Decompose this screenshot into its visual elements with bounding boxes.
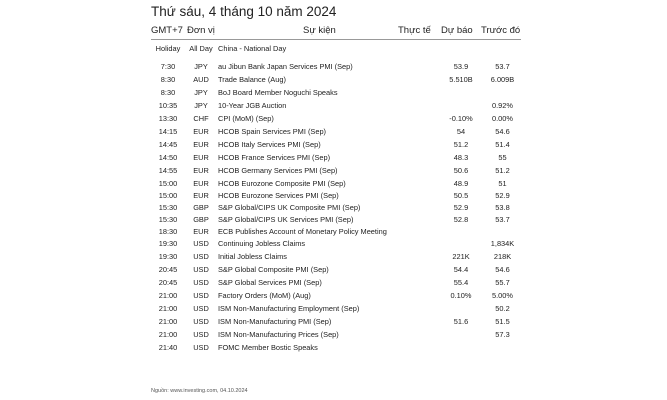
row-event: Factory Orders (MoM) (Aug) <box>218 291 311 300</box>
row-unit: CHF <box>193 114 209 123</box>
row-previous: 51.2 <box>495 166 510 175</box>
row-unit: EUR <box>193 227 209 236</box>
table-row <box>151 263 521 276</box>
row-unit: USD <box>193 239 209 248</box>
row-forecast: 52.8 <box>453 215 469 224</box>
row-unit: USD <box>193 304 209 313</box>
table-row <box>151 289 521 302</box>
table-row <box>151 225 521 237</box>
row-unit: JPY <box>194 88 208 97</box>
row-unit: EUR <box>193 166 209 175</box>
source-note: Nguồn: www.investing.com, 04.10.2024 <box>151 388 248 394</box>
table-row <box>151 164 521 177</box>
row-event: S&P Global/CIPS UK Services PMI (Sep) <box>218 215 354 224</box>
row-previous: 50.2 <box>495 304 510 313</box>
row-forecast: -0.10% <box>449 114 473 123</box>
row-previous: 0.00% <box>492 114 513 123</box>
row-previous: 6.009B <box>490 75 515 84</box>
row-event: China - National Day <box>218 44 287 53</box>
header-event: Sự kiện <box>303 25 336 36</box>
row-time: 10:35 <box>158 101 178 110</box>
page-title: Thứ sáu, 4 tháng 10 năm 2024 <box>151 4 337 19</box>
row-unit: EUR <box>193 153 209 162</box>
row-time: 8:30 <box>160 88 176 97</box>
row-time: Holiday <box>155 44 181 53</box>
row-unit: EUR <box>193 140 209 149</box>
table-row <box>151 112 521 125</box>
row-time: 21:00 <box>158 304 178 313</box>
row-unit: USD <box>193 265 209 274</box>
row-forecast: 55.4 <box>453 278 469 287</box>
table-row <box>151 250 521 263</box>
row-time: 20:45 <box>158 278 178 287</box>
row-previous: 53.7 <box>495 215 510 224</box>
row-previous: 218K <box>493 252 512 261</box>
table-row <box>151 341 521 354</box>
row-previous: 55.7 <box>495 278 510 287</box>
row-unit: USD <box>193 317 209 326</box>
row-unit: EUR <box>193 179 209 188</box>
table-row <box>151 138 521 151</box>
row-previous: 57.3 <box>495 330 510 339</box>
row-event: S&P Global Composite PMI (Sep) <box>218 265 329 274</box>
row-time: 15:00 <box>158 179 178 188</box>
row-unit: GBP <box>193 203 209 212</box>
row-time: 15:00 <box>158 191 178 200</box>
row-event: HCOB Spain Services PMI (Sep) <box>218 127 327 136</box>
header-divider <box>151 39 521 40</box>
row-time: 8:30 <box>160 75 176 84</box>
row-time: 15:30 <box>158 203 178 212</box>
header-forecast: Dự báo <box>441 25 473 36</box>
row-forecast: 50.5 <box>453 191 469 200</box>
row-event: 10-Year JGB Auction <box>218 101 287 110</box>
row-unit: EUR <box>193 127 209 136</box>
row-event: ECB Publishes Account of Monetary Policy Meeting <box>218 227 387 236</box>
table-row <box>151 237 521 250</box>
row-time: 21:40 <box>158 343 178 352</box>
row-unit: USD <box>193 330 209 339</box>
table-row <box>151 276 521 289</box>
row-previous: 53.8 <box>495 203 510 212</box>
header-unit: Đơn vị <box>187 25 215 36</box>
row-forecast: 53.9 <box>453 62 469 71</box>
calendar-table <box>151 42 521 354</box>
row-event: Trade Balance (Aug) <box>218 75 286 84</box>
row-unit: JPY <box>194 62 208 71</box>
row-unit: USD <box>193 252 209 261</box>
header-time: GMT+7 <box>151 25 183 36</box>
row-event: Initial Jobless Claims <box>218 252 288 261</box>
table-row <box>151 302 521 315</box>
row-previous: 1,834K <box>490 239 515 248</box>
row-event: HCOB Eurozone Services PMI (Sep) <box>218 191 339 200</box>
row-previous: 51.5 <box>495 317 510 326</box>
row-forecast: 51.2 <box>453 140 469 149</box>
row-previous: 51 <box>498 179 507 188</box>
row-time: 14:55 <box>158 166 178 175</box>
row-time: 20:45 <box>158 265 178 274</box>
row-time: 14:15 <box>158 127 178 136</box>
row-time: 21:00 <box>158 291 178 300</box>
row-forecast: 221K <box>452 252 470 261</box>
row-event: ISM Non-Manufacturing Prices (Sep) <box>218 330 339 339</box>
row-time: 18:30 <box>158 227 178 236</box>
row-unit: All Day <box>189 44 213 53</box>
row-event: au Jibun Bank Japan Services PMI (Sep) <box>218 62 353 71</box>
row-event: BoJ Board Member Noguchi Speaks <box>218 88 338 97</box>
row-unit: USD <box>193 278 209 287</box>
row-time: 14:45 <box>158 140 178 149</box>
table-row <box>151 99 521 112</box>
row-event: HCOB Italy Services PMI (Sep) <box>218 140 321 149</box>
table-row <box>151 60 521 73</box>
row-forecast: 52.9 <box>453 203 469 212</box>
table-row <box>151 189 521 201</box>
row-unit: USD <box>193 343 209 352</box>
row-event: CPI (MoM) (Sep) <box>218 114 274 123</box>
row-previous: 51.4 <box>495 140 510 149</box>
row-previous: 52.9 <box>495 191 510 200</box>
row-event: HCOB France Services PMI (Sep) <box>218 153 331 162</box>
table-row <box>151 177 521 189</box>
table-row <box>151 151 521 164</box>
row-time: 21:00 <box>158 330 178 339</box>
row-event: Continuing Jobless Claims <box>218 239 306 248</box>
row-unit: GBP <box>193 215 209 224</box>
row-unit: JPY <box>194 101 208 110</box>
row-previous: 5.00% <box>492 291 513 300</box>
row-forecast: 54 <box>456 127 466 136</box>
row-time: 13:30 <box>158 114 178 123</box>
table-row <box>151 86 521 99</box>
row-time: 19:30 <box>158 239 178 248</box>
row-forecast: 48.3 <box>453 153 469 162</box>
row-unit: EUR <box>193 191 209 200</box>
row-time: 7:30 <box>160 62 176 71</box>
header-actual: Thực tế <box>398 25 431 36</box>
row-time: 15:30 <box>158 215 178 224</box>
row-event: S&P Global/CIPS UK Composite PMI (Sep) <box>218 203 361 212</box>
row-previous: 53.7 <box>495 62 510 71</box>
row-previous: 0.92% <box>492 101 513 110</box>
row-forecast: 48.9 <box>453 179 469 188</box>
row-previous: 55 <box>498 153 507 162</box>
row-event: FOMC Member Bostic Speaks <box>218 343 318 352</box>
table-row <box>151 201 521 213</box>
table-row <box>151 125 521 138</box>
row-forecast: 51.6 <box>453 317 469 326</box>
row-event: ISM Non-Manufacturing Employment (Sep) <box>218 304 360 313</box>
row-forecast: 0.10% <box>450 291 472 300</box>
table-row <box>151 73 521 86</box>
row-forecast: 50.6 <box>453 166 469 175</box>
row-time: 21:00 <box>158 317 178 326</box>
header-previous: Trước đó <box>481 25 521 36</box>
row-event: HCOB Eurozone Composite PMI (Sep) <box>218 179 346 188</box>
row-event: S&P Global Services PMI (Sep) <box>218 278 322 287</box>
table-row <box>151 328 521 341</box>
row-unit: AUD <box>193 75 209 84</box>
table-row <box>151 213 521 225</box>
row-time: 14:50 <box>158 153 178 162</box>
row-previous: 54.6 <box>495 127 510 136</box>
row-previous: 54.6 <box>495 265 510 274</box>
table-row <box>151 42 521 57</box>
row-event: ISM Non-Manufacturing PMI (Sep) <box>218 317 332 326</box>
row-forecast: 54.4 <box>453 265 469 274</box>
row-forecast: 5.510B <box>449 75 473 84</box>
table-row <box>151 315 521 328</box>
row-time: 19:30 <box>158 252 178 261</box>
row-event: HCOB Germany Services PMI (Sep) <box>218 166 338 175</box>
row-unit: USD <box>193 291 209 300</box>
